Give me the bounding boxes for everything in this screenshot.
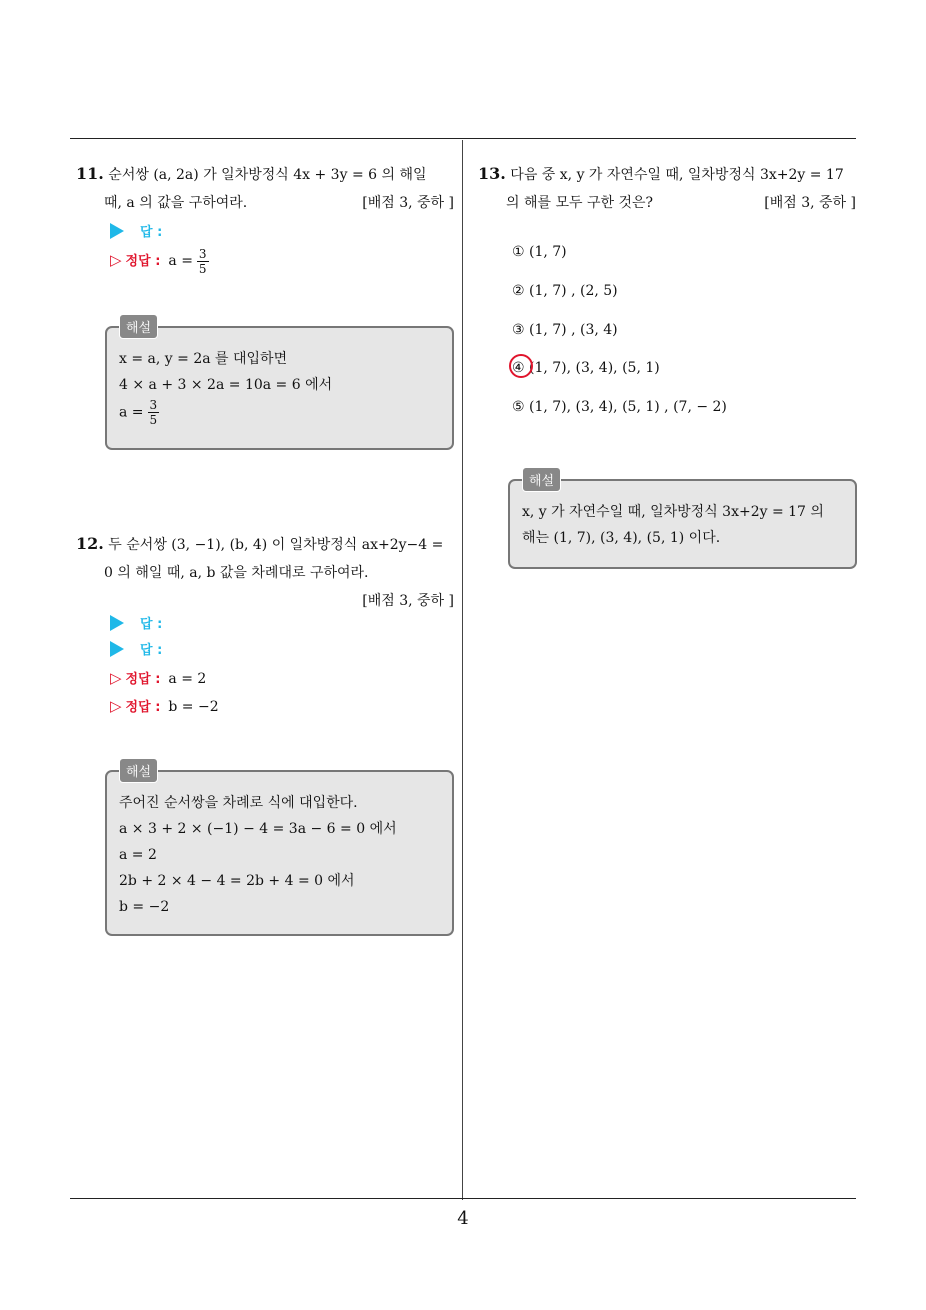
fraction bbox=[148, 398, 160, 427]
explanation-body bbox=[119, 346, 442, 427]
q11-answer-row bbox=[110, 218, 162, 247]
explanation-body bbox=[119, 790, 442, 920]
explanation-tag: 해설 bbox=[119, 758, 158, 783]
explanation-tag: 해설 bbox=[119, 314, 158, 339]
explanation-line: 해는 (1, 7), (3, 4), (5, 1) 이다. bbox=[522, 530, 721, 546]
correct-value: a = bbox=[168, 253, 193, 269]
fraction-numerator: 3 bbox=[198, 246, 207, 261]
question-11-text-2: 때, a 의 값을 구하여라. bbox=[104, 195, 248, 211]
explanation-line: x = a, y = 2a 를 대입하면 bbox=[119, 351, 288, 367]
fraction-denominator: 5 bbox=[149, 413, 158, 427]
q12-answer-row-1 bbox=[110, 610, 162, 639]
question-13-meta: [배점 3, 중하 ] bbox=[764, 195, 856, 211]
q12-correct-row-1 bbox=[110, 664, 206, 694]
question-11-text: 순서쌍 (a, 2a) 가 일차방정식 4x + 3y = 6 의 해일 bbox=[108, 167, 427, 183]
explanation-tag: 해설 bbox=[522, 467, 561, 492]
answer-label: 답 : bbox=[140, 643, 163, 658]
q11-correct-row bbox=[110, 246, 209, 276]
option-4[interactable]: ④ (1, 7), (3, 4), (5, 1) bbox=[512, 360, 660, 376]
question-11 bbox=[76, 160, 454, 217]
option-1[interactable]: ① (1, 7) bbox=[512, 244, 567, 260]
explanation-line: 4 × a + 3 × 2a = 10a = 6 에서 bbox=[119, 377, 333, 393]
correct-label: 정답 : bbox=[125, 672, 161, 687]
q12-answer-row-2 bbox=[110, 636, 162, 665]
correct-value: b = −2 bbox=[168, 699, 219, 715]
explanation-lhs: a = bbox=[119, 404, 144, 421]
selected-answer-circle-icon bbox=[509, 354, 533, 378]
question-12-meta: [배점 3, 중하 ] bbox=[362, 593, 454, 609]
explanation-line: 주어진 순서쌍을 차례로 식에 대입한다. bbox=[119, 795, 358, 811]
question-12-text-2: 0 의 해일 때, a, b 값을 차례대로 구하여라. bbox=[104, 565, 369, 581]
question-13-number: 13. bbox=[478, 164, 506, 183]
column-divider bbox=[462, 140, 463, 1200]
answer-arrow-icon bbox=[110, 223, 124, 239]
answer-label: 답 : bbox=[140, 225, 163, 240]
option-3[interactable]: ③ (1, 7) , (3, 4) bbox=[512, 322, 618, 338]
question-12-number: 12. bbox=[76, 534, 104, 553]
footer-rule bbox=[70, 1198, 856, 1199]
correct-label: 정답 : bbox=[125, 700, 161, 715]
question-11-meta: [배점 3, 중하 ] bbox=[362, 195, 454, 211]
explanation-body bbox=[522, 499, 845, 551]
option-5[interactable]: ⑤ (1, 7), (3, 4), (5, 1) , (7, − 2) bbox=[512, 399, 727, 415]
header-rule bbox=[70, 138, 856, 139]
fraction-numerator: 3 bbox=[149, 398, 158, 412]
question-11-line1 bbox=[76, 160, 454, 189]
correct-arrow-icon: ▷ bbox=[110, 697, 122, 715]
fraction bbox=[197, 247, 209, 276]
explanation-line bbox=[119, 398, 442, 427]
explanation-line: b = −2 bbox=[119, 899, 170, 915]
question-11-line2 bbox=[76, 189, 454, 217]
answer-label: 답 : bbox=[140, 617, 163, 632]
page-number: 4 bbox=[457, 1208, 469, 1229]
question-12-line1 bbox=[76, 530, 454, 559]
question-13-line1 bbox=[478, 160, 856, 189]
explanation-line: 2b + 2 × 4 − 4 = 2b + 4 = 0 에서 bbox=[119, 873, 355, 889]
correct-arrow-icon: ▷ bbox=[110, 251, 122, 269]
question-12 bbox=[76, 530, 454, 615]
answer-arrow-icon bbox=[110, 615, 124, 631]
question-13-text: 다음 중 x, y 가 자연수일 때, 일차방정식 3x+2y = 17 bbox=[510, 167, 844, 183]
correct-value: a = 2 bbox=[168, 671, 207, 687]
correct-arrow-icon: ▷ bbox=[110, 669, 122, 687]
q13-explanation-box bbox=[508, 474, 857, 569]
question-12-text: 두 순서쌍 (3, −1), (b, 4) 이 일차방정식 ax+2y−4 = bbox=[108, 537, 444, 553]
question-13 bbox=[478, 160, 856, 217]
question-13-text-2: 의 해를 모두 구한 것은? bbox=[506, 195, 654, 211]
question-11-number: 11. bbox=[76, 164, 104, 183]
explanation-line: a = 2 bbox=[119, 847, 157, 863]
answer-arrow-icon bbox=[110, 641, 124, 657]
fraction-denominator: 5 bbox=[198, 261, 207, 276]
q12-explanation-box bbox=[105, 765, 454, 936]
q11-explanation-box bbox=[105, 321, 454, 450]
explanation-line: a × 3 + 2 × (−1) − 4 = 3a − 6 = 0 에서 bbox=[119, 821, 397, 837]
question-13-line2 bbox=[478, 189, 856, 217]
correct-label: 정답 : bbox=[125, 254, 161, 269]
option-2[interactable]: ② (1, 7) , (2, 5) bbox=[512, 283, 618, 299]
q12-correct-row-2 bbox=[110, 692, 219, 722]
explanation-line: x, y 가 자연수일 때, 일차방정식 3x+2y = 17 의 bbox=[522, 504, 824, 520]
